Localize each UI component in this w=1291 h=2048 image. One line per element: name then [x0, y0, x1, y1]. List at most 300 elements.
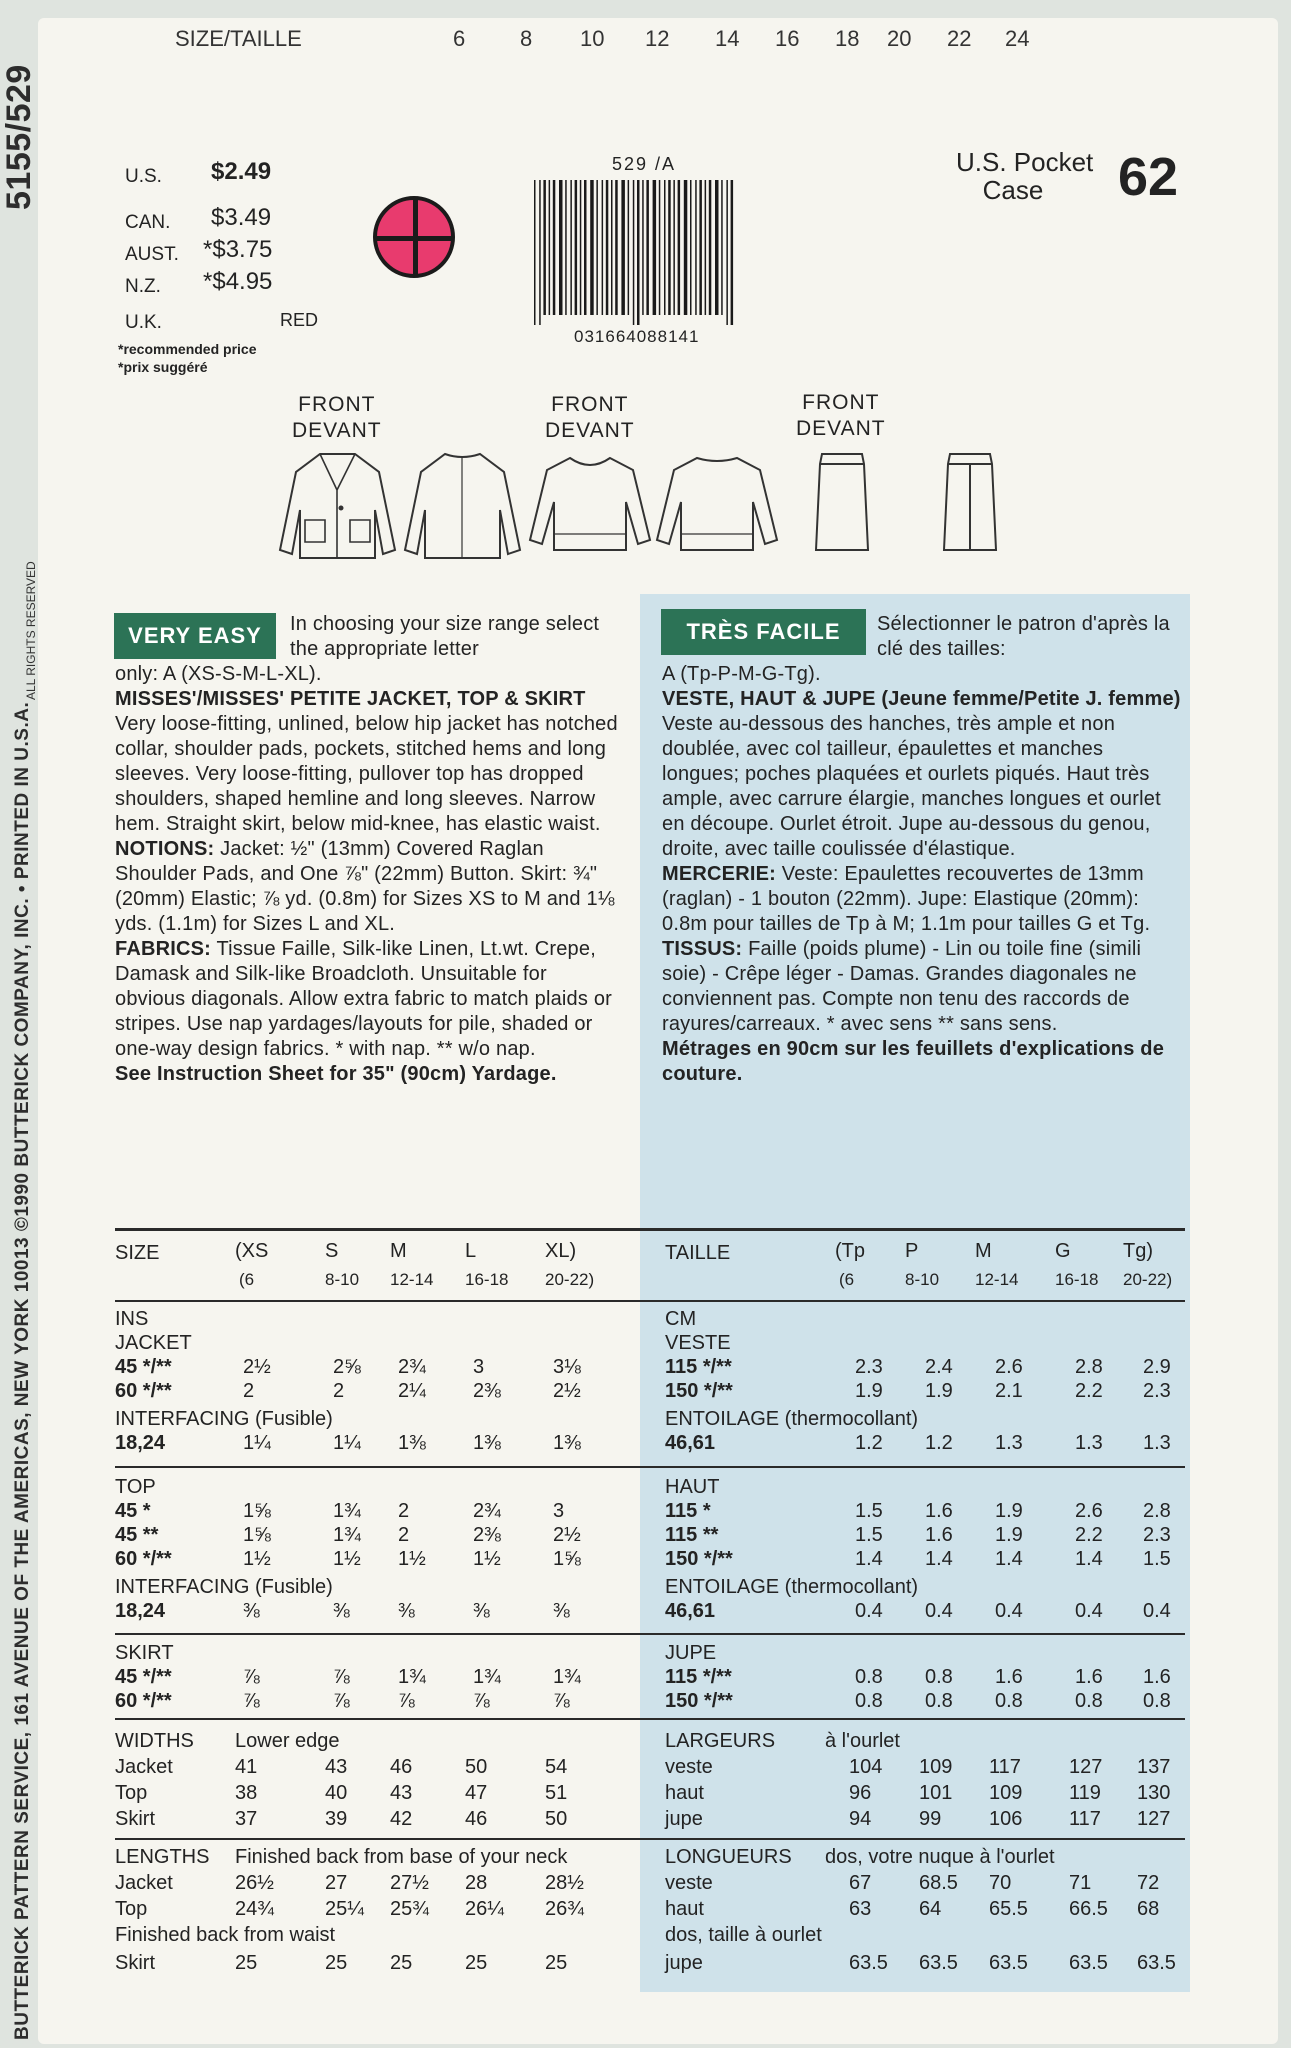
table-cell: 101	[919, 1782, 953, 1804]
size-header-cell: SIZE/TAILLE	[175, 26, 302, 51]
table-cell: 2⅜	[473, 1380, 501, 1402]
table-cell: 63.5	[989, 1952, 1028, 1974]
table-section-sub: Lower edge	[235, 1730, 340, 1752]
table-cell: 38	[235, 1782, 258, 1804]
price-note-en: *recommended price	[118, 341, 257, 357]
table-section-label: SKIRT	[115, 1642, 174, 1664]
size-header-cell: 10	[580, 26, 605, 51]
table-row-label: veste	[665, 1872, 713, 1894]
table-cell: 0.8	[855, 1690, 883, 1712]
fr-desc: Veste au-dessous des hanches, très ample et non doublée, avec col tailleur, épaulettes et manches longues; poches plaquées et ourlets piqués. Haut très ample, avec carrure élargie, manches longues et ourlet en découpe. Ourlet étroit. Jupe au-dessous du genou, droite, avec taille coulissée d'élastique.	[662, 713, 1161, 860]
table-rule-jacket	[115, 1466, 1185, 1468]
price-nz: *$4.95	[203, 268, 273, 295]
table-unit-label: CM	[665, 1308, 697, 1330]
table-cell: 2⅜	[473, 1524, 501, 1546]
table-header-size-number: 12-14	[390, 1270, 434, 1289]
table-cell: 1.9	[925, 1380, 953, 1402]
table-cell: 2.6	[995, 1356, 1023, 1378]
table-cell: 2.3	[855, 1356, 883, 1378]
table-row-label: Jacket	[115, 1872, 173, 1894]
table-header-size-number: 8-10	[905, 1270, 940, 1289]
table-section-label: ENTOILAGE (thermocollant)	[665, 1408, 919, 1430]
table-cell: 47	[465, 1782, 488, 1804]
en-fabrics: Tissue Faille, Silk-like Linen, Lt.wt. Crepe, Damask and Silk-like Broadcloth. Unsuitable for obvious diagonals. Allow extra fabric to match plaids or stripes. Use nap yardages/layouts for pile, shaded or one-way design fabrics. * with nap. ** w/o nap.	[115, 938, 613, 1060]
table-cell: 2.2	[1075, 1380, 1103, 1402]
size-header-cell: 12	[645, 26, 670, 51]
table-cell: 104	[849, 1756, 883, 1778]
table-section-label: JUPE	[665, 1642, 717, 1664]
table-cell: 65.5	[989, 1898, 1028, 1920]
table-cell: 1.9	[995, 1500, 1023, 1522]
table-header-rule	[115, 1300, 1185, 1302]
price-uk: RED	[280, 310, 319, 330]
spine-publisher-text: BUTTERICK PATTERN SERVICE, 161 AVENUE OF THE AMERICAS, NEW YORK 10013 ©1990 BUTTERICK COMPANY, INC. • PRINTED IN U.S.A.	[12, 701, 33, 2040]
table-row-label: haut	[665, 1782, 704, 1804]
table-row-label: 150 */**	[665, 1380, 733, 1402]
table-header-size: L	[465, 1240, 477, 1262]
price-nz-label: N.Z.	[125, 276, 161, 297]
table-cell: 1.5	[855, 1500, 883, 1522]
table-cell: 0.8	[855, 1666, 883, 1688]
table-row-label: 115 */**	[665, 1666, 732, 1688]
table-row-label: haut	[665, 1898, 704, 1920]
table-cell: 68	[1137, 1898, 1160, 1920]
table-row-label: jupe	[665, 1808, 703, 1830]
table-cell: 0.8	[1075, 1690, 1103, 1712]
table-section-label: VESTE	[665, 1332, 731, 1354]
table-cell: 68.5	[919, 1872, 958, 1894]
front-label-line: DEVANT	[796, 417, 886, 440]
table-cell: 1.6	[1143, 1666, 1171, 1688]
size-header-strip	[175, 24, 1085, 54]
table-cell: ⅜	[473, 1600, 490, 1622]
fr-only: A (Tp-P-M-G-Tg).	[662, 663, 821, 685]
table-row-label: veste	[665, 1756, 713, 1778]
table-cell: 54	[545, 1756, 568, 1778]
table-cell: 1⅜	[473, 1432, 501, 1454]
size-header-cell: 6	[453, 26, 466, 51]
table-cell: 46	[390, 1756, 413, 1778]
front-label-jacket	[292, 392, 382, 444]
table-cell: 119	[1069, 1782, 1101, 1804]
table-cell: 1⅝	[243, 1500, 271, 1522]
barcode-icon	[532, 180, 807, 325]
size-header-cell: 22	[947, 26, 972, 51]
table-cell: ⅜	[333, 1600, 350, 1622]
table-cell: 1.6	[995, 1666, 1023, 1688]
table-cell: 1.5	[855, 1524, 883, 1546]
table-cell: 50	[545, 1808, 568, 1830]
table-cell: 41	[235, 1756, 258, 1778]
table-cell: 1⅝	[553, 1548, 581, 1570]
table-header-size: P	[905, 1240, 919, 1262]
table-row-label: 115 *	[665, 1500, 711, 1522]
table-cell: ⅜	[243, 1600, 260, 1622]
table-cell: 64	[919, 1898, 942, 1920]
table-cell: 37	[235, 1808, 258, 1830]
table-cell: 1.6	[925, 1524, 953, 1546]
case-line-2: Case	[982, 175, 1044, 205]
en-see-instructions: See Instruction Sheet for 35" (90cm) Yardage.	[115, 1063, 557, 1085]
table-header-size-number: 20-22)	[545, 1270, 595, 1289]
table-section-label: INTERFACING (Fusible)	[115, 1576, 333, 1598]
table-row-label: jupe	[665, 1952, 703, 1974]
price-note-fr: *prix suggéré	[118, 359, 208, 375]
size-header-cell: 18	[835, 26, 860, 51]
english-description	[115, 612, 620, 1087]
table-row-label: 60 */**	[115, 1690, 172, 1712]
barcode-top-number: 529 /A	[612, 154, 677, 174]
table-row-label: 46,61	[665, 1600, 716, 1622]
table-cell: 0.4	[1143, 1600, 1171, 1622]
table-cell: 46	[465, 1808, 488, 1830]
table-cell: 67	[849, 1872, 872, 1894]
table-cell: 0.8	[925, 1666, 953, 1688]
table-cell: 50	[465, 1756, 488, 1778]
en-title: MISSES'/MISSES' PETITE JACKET, TOP & SKIRT	[115, 688, 586, 710]
table-cell: 2	[398, 1524, 410, 1546]
table-header-size-number: (6	[239, 1270, 255, 1289]
table-section-sub: Finished back from waist	[115, 1924, 336, 1946]
table-cell: 1¾	[398, 1666, 426, 1688]
table-cell: 0.8	[995, 1690, 1023, 1712]
fr-metrages: Métrages en 90cm sur les feuillets d'explications de couture.	[662, 1038, 1165, 1085]
table-cell: 109	[989, 1782, 1023, 1804]
table-header-label: TAILLE	[665, 1242, 731, 1264]
size-header-cell: 8	[520, 26, 533, 51]
table-cell: 2.1	[995, 1380, 1023, 1402]
fr-intro: Sélectionner le patron d'après la clé des tailles:	[877, 613, 1170, 660]
table-cell: 2.6	[1075, 1500, 1103, 1522]
table-cell: 2.3	[1143, 1524, 1171, 1546]
table-row-label: 115 */**	[665, 1356, 732, 1378]
table-row-label: Jacket	[115, 1756, 173, 1778]
table-row-label: 150 */**	[665, 1690, 733, 1712]
table-unit-label: INS	[115, 1308, 149, 1330]
en-intro: In choosing your size range select the appropriate letter	[290, 613, 600, 660]
price-can-label: CAN.	[125, 212, 171, 233]
en-only: only: A (XS-S-M-L-XL).	[115, 663, 322, 685]
table-header-size: M	[390, 1240, 407, 1262]
fr-mercerie-label: MERCERIE:	[662, 863, 777, 885]
table-section-label: LARGEURS	[665, 1730, 776, 1752]
fr-mercerie: Veste: Epaulettes recouvertes de 13mm (raglan) - 1 bouton (22mm). Jupe: Elastique (20mm): 0.8m pour tailles de Tp à M; 1.1m pour tailles G et Tg.	[662, 863, 1151, 935]
table-cell: 137	[1137, 1756, 1171, 1778]
table-cell: 1.6	[1075, 1666, 1103, 1688]
price-note	[118, 340, 257, 376]
table-cell: 63.5	[1137, 1952, 1176, 1974]
table-header-size: G	[1055, 1240, 1071, 1262]
size-header-cell: 24	[1005, 26, 1030, 51]
table-row-label: Skirt	[115, 1808, 155, 1830]
case-line-1: U.S. Pocket	[956, 147, 1094, 177]
table-top-rule	[115, 1228, 1185, 1231]
table-cell: 25	[325, 1952, 348, 1974]
table-cell: 1½	[398, 1548, 426, 1570]
table-rule-top	[115, 1633, 1185, 1635]
fr-title: VESTE, HAUT & JUPE (Jeune femme/Petite J. femme)	[662, 688, 1181, 710]
table-cell: 43	[390, 1782, 413, 1804]
table-rule-skirt	[115, 1718, 1185, 1720]
table-cell: 99	[919, 1808, 942, 1830]
table-row-label: 45 */**	[115, 1356, 172, 1378]
table-cell: 109	[919, 1756, 953, 1778]
table-cell: 25¼	[325, 1898, 364, 1920]
table-cell: 2.9	[1143, 1356, 1171, 1378]
table-cell: 63.5	[849, 1952, 888, 1974]
table-cell: 1.6	[925, 1500, 953, 1522]
front-label-line: DEVANT	[292, 419, 382, 442]
table-cell: 0.4	[995, 1600, 1023, 1622]
table-cell: 1.2	[925, 1432, 953, 1454]
table-header-size: (XS	[235, 1240, 269, 1262]
table-cell: 127	[1069, 1756, 1103, 1778]
table-cell: 1⅜	[398, 1432, 426, 1454]
table-cell: 117	[989, 1756, 1021, 1778]
front-label-line: FRONT	[298, 393, 376, 416]
table-row-label: 46,61	[665, 1432, 716, 1454]
table-header-size: XL)	[545, 1240, 577, 1262]
table-section-label: TOP	[115, 1476, 156, 1498]
table-cell: ⅞	[333, 1690, 350, 1712]
table-header-size-number: 16-18	[1055, 1270, 1099, 1289]
table-cell: 0.4	[1075, 1600, 1103, 1622]
table-cell: 25	[545, 1952, 568, 1974]
table-cell: 3	[553, 1500, 565, 1522]
top-front-sketch-icon	[528, 450, 653, 562]
table-row-label: 18,24	[115, 1432, 166, 1454]
table-cell: 70	[989, 1872, 1012, 1894]
price-aust: *$3.75	[203, 236, 273, 263]
fr-tissus: Faille (poids plume) - Lin ou toile fine (simili soie) - Crêpe léger - Damas. Grandes diagonales ne conviennent pas. Compte non tenu des raccords de rayures/carreaux. * avec sens ** sans sens.	[662, 938, 1142, 1035]
table-cell: 42	[390, 1808, 413, 1830]
table-cell: 1.4	[925, 1548, 953, 1570]
table-cell: 63.5	[919, 1952, 958, 1974]
table-cell: 28	[465, 1872, 488, 1894]
tres-facile-badge: TRÈS FACILE	[661, 609, 866, 655]
table-header-size-number: (6	[839, 1270, 855, 1289]
table-section-label: INTERFACING (Fusible)	[115, 1408, 333, 1430]
very-easy-badge: VERY EASY	[114, 613, 276, 659]
table-cell: 1¾	[473, 1666, 501, 1688]
table-row-label: 18,24	[115, 1600, 166, 1622]
table-cell: 27½	[390, 1872, 429, 1894]
table-cell: 2¼	[398, 1380, 426, 1402]
en-fabrics-label: FABRICS:	[115, 938, 212, 960]
table-cell: 2⅝	[333, 1356, 361, 1378]
skirt-front-sketch-icon	[812, 450, 872, 562]
en-notions: Jacket: ½" (13mm) Covered Raglan Shoulder Pads, and One ⅞" (22mm) Button. Skirt: ¾" (20mm) Elastic; ⅞ yd. (0.8m) for Sizes XS to M and 1⅛ yds. (1.1m) for Sizes L and XL.	[115, 838, 615, 935]
french-description	[662, 612, 1186, 1087]
table-cell: ⅞	[473, 1690, 490, 1712]
table-cell: 40	[325, 1782, 348, 1804]
table-cell: 96	[849, 1782, 872, 1804]
table-cell: 1¼	[243, 1432, 271, 1454]
table-cell: 28½	[545, 1872, 584, 1894]
table-header-label: SIZE	[115, 1242, 160, 1264]
front-label-line: FRONT	[551, 393, 629, 416]
table-cell: 94	[849, 1808, 872, 1830]
size-header-cell: 16	[775, 26, 800, 51]
price-us-label: U.S.	[125, 166, 162, 187]
front-label-line: FRONT	[802, 391, 880, 414]
table-cell: 3⅛	[553, 1356, 581, 1378]
table-cell: 51	[545, 1782, 568, 1804]
table-cell: 2.4	[925, 1356, 953, 1378]
table-cell: ⅜	[553, 1600, 570, 1622]
table-row-label: 115 **	[665, 1524, 719, 1546]
table-cell: 26½	[235, 1872, 274, 1894]
table-cell: ⅜	[398, 1600, 415, 1622]
table-cell: 1.3	[1075, 1432, 1103, 1454]
table-cell: 1.4	[1075, 1548, 1103, 1570]
skirt-back-sketch-icon	[940, 450, 1000, 562]
table-cell: 2¾	[398, 1356, 426, 1378]
table-cell: 106	[989, 1808, 1023, 1830]
front-label-top	[545, 392, 635, 444]
table-cell: ⅞	[333, 1666, 350, 1688]
table-cell: 127	[1137, 1808, 1171, 1830]
table-cell: 1⅝	[243, 1524, 271, 1546]
table-row-label: Skirt	[115, 1952, 155, 1974]
table-cell: 0.4	[855, 1600, 883, 1622]
table-cell: 2	[333, 1380, 345, 1402]
table-cell: 27	[325, 1872, 348, 1894]
table-row-label: 45 */**	[115, 1666, 172, 1688]
table-row-label: 60 */**	[115, 1548, 172, 1570]
barcode-digits: 031664088141	[574, 327, 700, 346]
table-cell: 43	[325, 1756, 348, 1778]
table-row-label: 150 */**	[665, 1548, 733, 1570]
table-cell: 25¾	[390, 1898, 429, 1920]
table-cell: 2.8	[1075, 1356, 1103, 1378]
table-header-size-number: 16-18	[465, 1270, 509, 1289]
table-cell: 1.4	[995, 1548, 1023, 1570]
table-cell: 2.8	[1143, 1500, 1171, 1522]
table-cell: 1½	[473, 1548, 501, 1570]
en-notions-label: NOTIONS:	[115, 838, 215, 860]
table-cell: 1¾	[333, 1500, 361, 1522]
table-cell: 39	[325, 1808, 348, 1830]
table-cell: 1½	[333, 1548, 361, 1570]
table-row-label: Top	[115, 1782, 148, 1804]
price-uk-label: U.K.	[125, 312, 162, 333]
table-section-sub: à l'ourlet	[825, 1730, 900, 1752]
table-row-label: 60 */**	[115, 1380, 172, 1402]
table-cell: 63	[849, 1898, 872, 1920]
table-cell: 1.9	[855, 1380, 883, 1402]
en-desc: Very loose-fitting, unlined, below hip jacket has notched collar, shoulder pads, pockets, stitched hems and long sleeves. Very loose-fitting, pullover top has dropped shoulders, shaped hemline and long sleeves. Narrow hem. Straight skirt, below mid-knee, has elastic waist.	[115, 713, 618, 835]
crosshair-dot-icon	[373, 196, 455, 278]
table-cell: 1⅜	[553, 1432, 581, 1454]
table-cell: 2	[398, 1500, 410, 1522]
table-cell: 2	[243, 1380, 255, 1402]
table-cell: 130	[1137, 1782, 1171, 1804]
table-row-label: 45 **	[115, 1524, 159, 1546]
table-header-size-number: 20-22)	[1123, 1270, 1173, 1289]
table-cell: ⅞	[243, 1666, 260, 1688]
table-section-label: JACKET	[115, 1332, 192, 1354]
spine-pattern-number: 5155/529	[0, 64, 38, 210]
table-section-label: WIDTHS	[115, 1730, 194, 1752]
table-cell: ⅞	[243, 1690, 260, 1712]
table-rule-widths	[115, 1838, 1185, 1840]
table-row-label: Top	[115, 1898, 148, 1920]
table-cell: 1.3	[995, 1432, 1023, 1454]
table-cell: 2.3	[1143, 1380, 1171, 1402]
pocket-case-label	[956, 148, 1093, 204]
table-cell: 2¾	[473, 1500, 501, 1522]
spine-rights: ALL RIGHTS RESERVED	[24, 561, 38, 700]
table-section-label: LENGTHS	[115, 1846, 210, 1868]
front-label-skirt	[796, 390, 886, 442]
table-cell: 1¾	[333, 1524, 361, 1546]
table-section-sub: dos, taille à ourlet	[665, 1924, 822, 1946]
table-cell: 1.3	[1143, 1432, 1171, 1454]
table-header-size: (Tp	[835, 1240, 865, 1262]
jacket-front-sketch-icon	[275, 450, 400, 562]
table-header-size-number: 12-14	[975, 1270, 1019, 1289]
table-cell: 72	[1137, 1872, 1160, 1894]
table-cell: ⅞	[398, 1690, 415, 1712]
table-cell: 66.5	[1069, 1898, 1108, 1920]
table-header-size: Tg)	[1123, 1240, 1153, 1262]
table-cell: 1¼	[333, 1432, 361, 1454]
table-header-size-number: 8-10	[325, 1270, 360, 1289]
table-cell: 1¾	[553, 1666, 581, 1688]
table-cell: 2½	[553, 1380, 581, 1402]
table-cell: 1.2	[855, 1432, 883, 1454]
table-cell: 63.5	[1069, 1952, 1108, 1974]
fr-tissus-label: TISSUS:	[662, 938, 743, 960]
table-cell: 71	[1069, 1872, 1092, 1894]
table-section-sub: dos, votre nuque à l'ourlet	[825, 1846, 1055, 1868]
table-header-size: S	[325, 1240, 339, 1262]
case-number: 62	[1118, 147, 1179, 207]
table-header-size: M	[975, 1240, 992, 1262]
jacket-back-sketch-icon	[400, 450, 525, 562]
table-section-label: HAUT	[665, 1476, 720, 1498]
table-section-label: ENTOILAGE (thermocollant)	[665, 1576, 919, 1598]
table-cell: 26¾	[545, 1898, 584, 1920]
table-cell: 2.2	[1075, 1524, 1103, 1546]
table-cell: 3	[473, 1356, 485, 1378]
front-label-line: DEVANT	[545, 419, 635, 442]
table-cell: 0.4	[925, 1600, 953, 1622]
price-aust-label: AUST.	[125, 244, 179, 265]
table-cell: 117	[1069, 1808, 1101, 1830]
price-can: $3.49	[211, 204, 272, 231]
table-cell: 25	[235, 1952, 258, 1974]
table-cell: 1½	[243, 1548, 271, 1570]
table-section-sub: Finished back from base of your neck	[235, 1846, 568, 1868]
table-cell: 1.9	[995, 1524, 1023, 1546]
table-cell: 26¼	[465, 1898, 504, 1920]
top-back-sketch-icon	[655, 450, 780, 562]
table-cell: 0.8	[1143, 1690, 1171, 1712]
table-section-label: LONGUEURS	[665, 1846, 792, 1868]
table-cell: 24¾	[235, 1898, 274, 1920]
table-cell: ⅞	[553, 1690, 570, 1712]
size-header-cell: 20	[887, 26, 912, 51]
table-row-label: 45 *	[115, 1500, 151, 1522]
table-cell: 25	[465, 1952, 488, 1974]
table-cell: 2½	[243, 1356, 271, 1378]
size-header-cell: 14	[715, 26, 740, 51]
table-cell: 0.8	[925, 1690, 953, 1712]
table-cell: 1.5	[1143, 1548, 1171, 1570]
table-cell: 1.4	[855, 1548, 883, 1570]
